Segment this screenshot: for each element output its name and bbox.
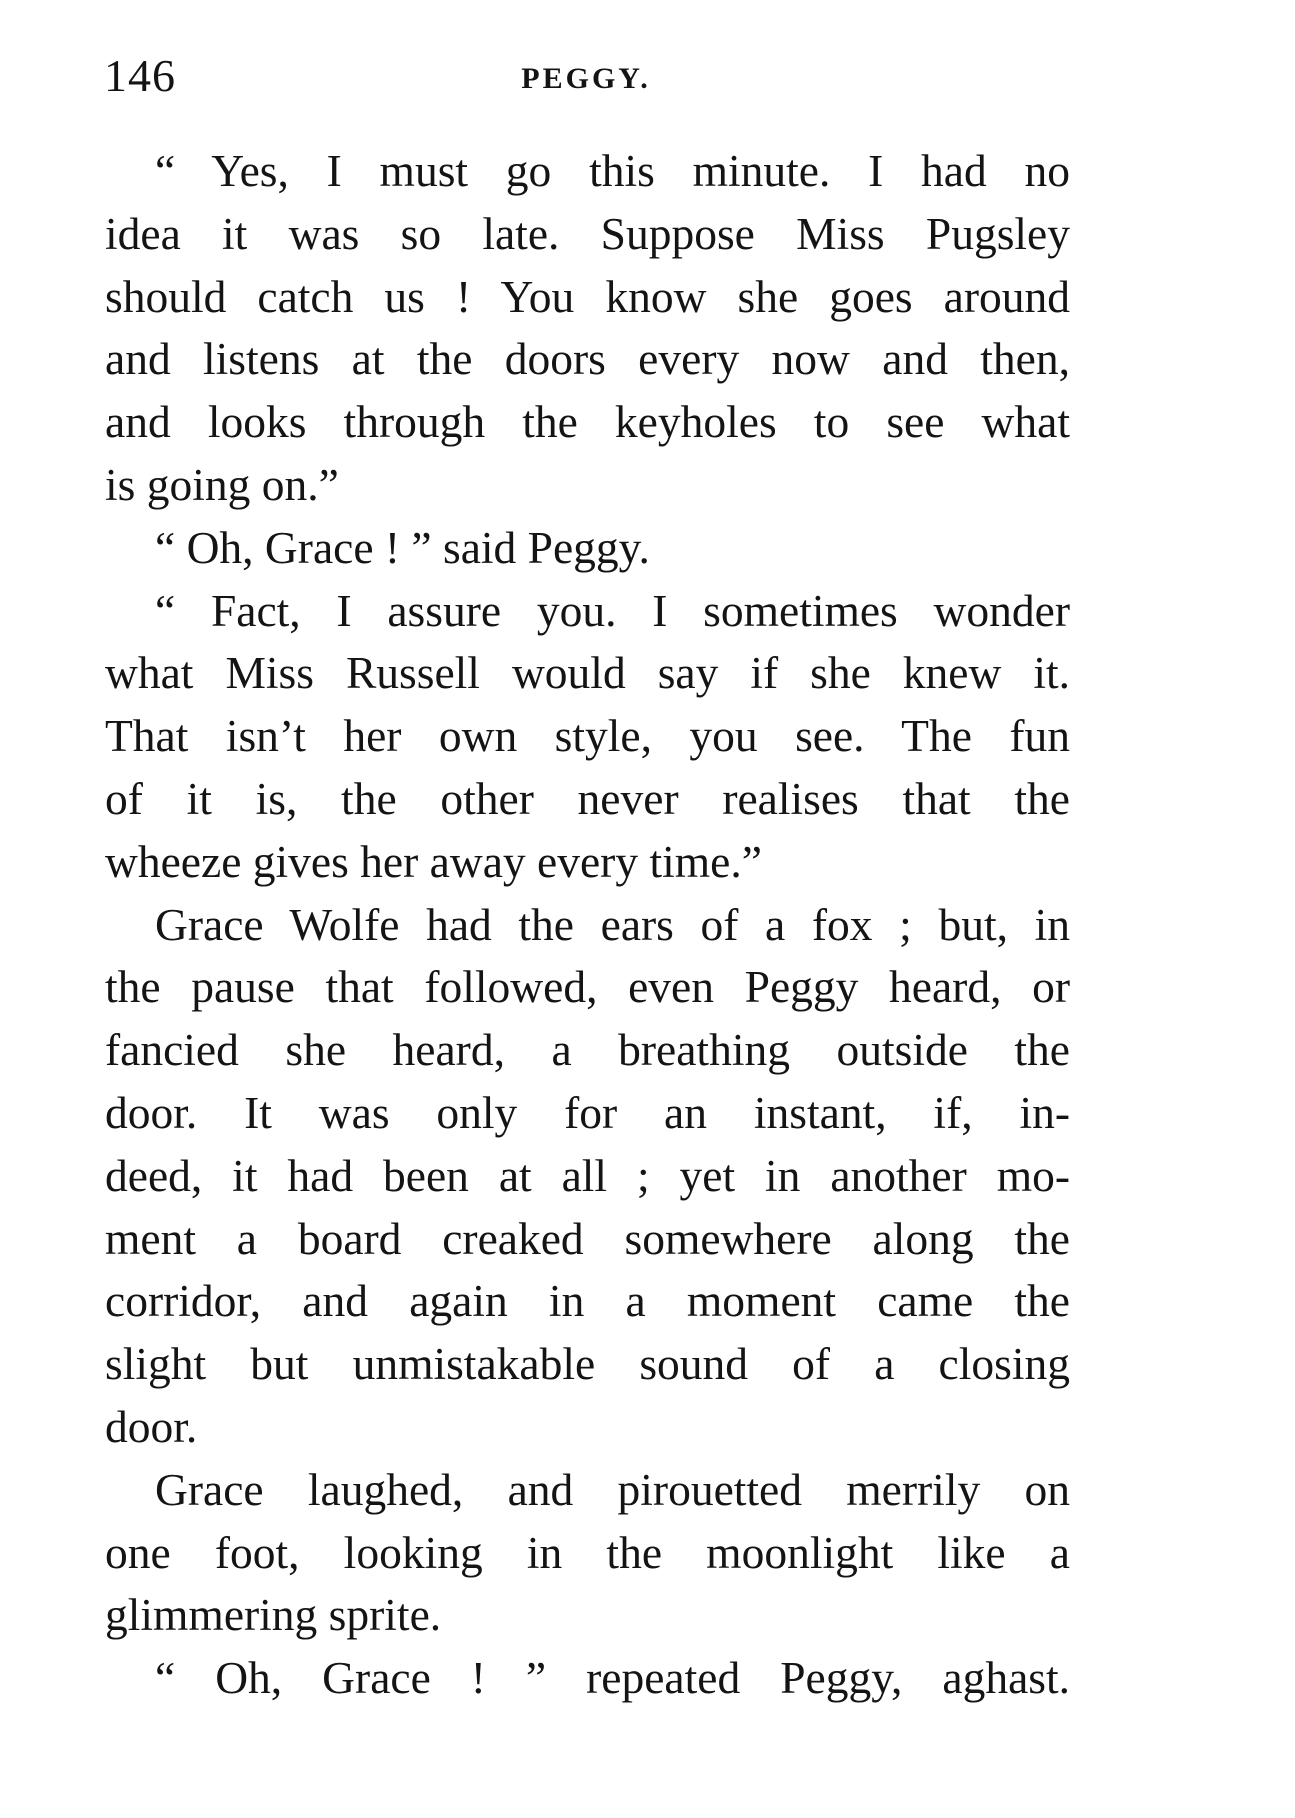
text-line: Grace laughed, and pirouetted merrily on [155,1463,1070,1515]
text-line: “ Oh, Grace ! ” said Peggy. [155,521,650,573]
text-line: what Miss Russell would say if she knew it. [105,647,1070,699]
text-line: deed, it had been at all ; yet in another mo- [105,1149,1070,1201]
body-text [105,140,1070,1710]
text-line: “ Fact, I assure you. I sometimes wonder [155,584,1070,636]
text-line: corridor, and again in a moment came the [105,1275,1070,1327]
text-line: ment a board creaked somewhere along the [105,1212,1070,1264]
text-line: the pause that followed, even Peggy heard, or [105,961,1070,1013]
running-title: PEGGY. [521,62,651,95]
text-line: That isn’t her own style, you see. The fun [105,710,1070,762]
text-line: wheeze gives her away every time.” [105,835,762,887]
text-line: and looks through the keyholes to see what [105,396,1070,448]
text-line: “ Oh, Grace ! ” repeated Peggy, aghast. [155,1652,1070,1704]
page-number: 146 [104,50,176,101]
text-line: one foot, looking in the moonlight like a [105,1526,1070,1578]
text-line: fancied she heard, a breathing outside the [105,1024,1070,1076]
text-line: and listens at the doors every now and then, [105,333,1070,385]
text-line: door. [105,1400,198,1452]
text-line: glimmering sprite. [105,1589,442,1641]
page-header [104,46,1068,106]
text-line: Grace Wolfe had the ears of a fox ; but, in [155,898,1070,950]
text-line: “ Yes, I must go this minute. I had no [155,145,1070,196]
text-line: of it is, the other never realises that the [105,772,1070,824]
text-line: should catch us ! You know she goes around [105,270,1070,322]
text-line: slight but unmistakable sound of a closing [105,1338,1070,1390]
text-line: is going on.” [105,458,339,510]
text-line: door. It was only for an instant, if, in- [105,1086,1070,1138]
text-line: idea it was so late. Suppose Miss Pugsley [105,207,1070,259]
